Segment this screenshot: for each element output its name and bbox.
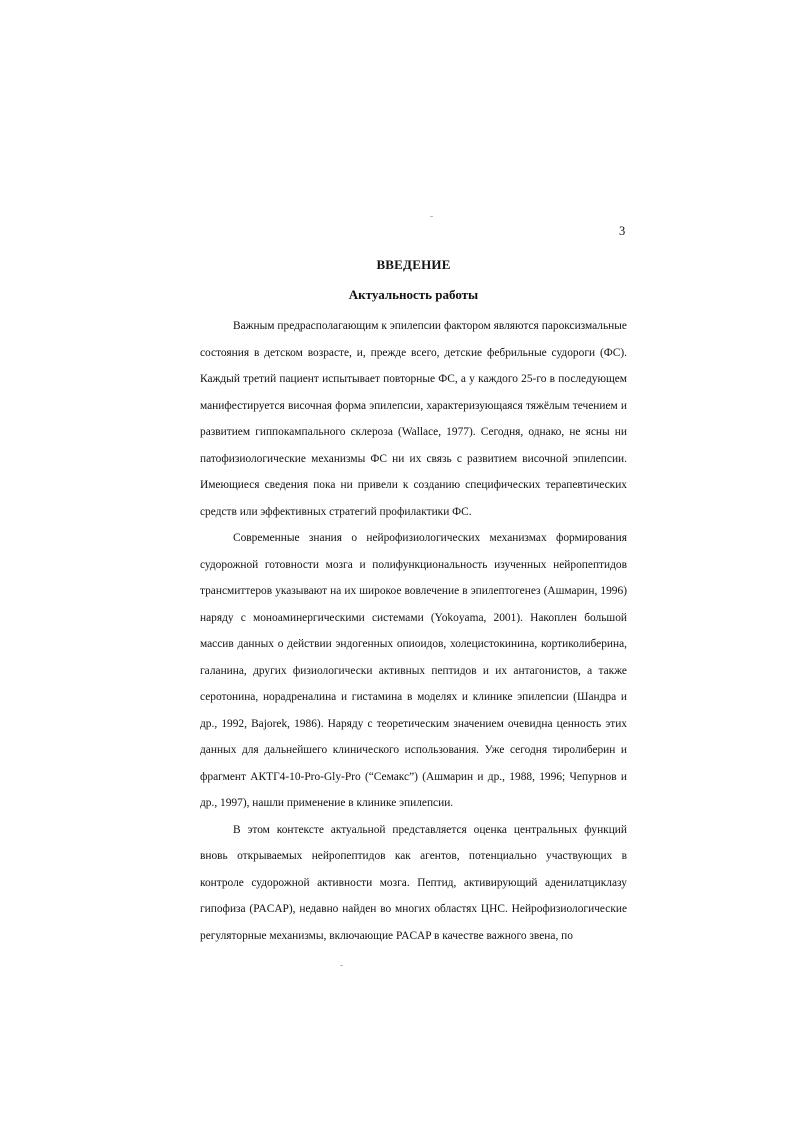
scan-speck <box>340 965 343 966</box>
section-heading: ВВЕДЕНИЕ <box>376 257 451 272</box>
body-text <box>200 313 627 949</box>
page-number: 3 <box>619 224 626 238</box>
paragraph-1: Важным предрасполагающим к эпилепсии фактором являются пароксизмальные состояния в детском возрасте, и, прежде всего, детские фебрильные судороги (ФС). Каждый третий пациент испытывает повторные ФС, а у каждого 25-го в последующем манифестируется височная форма эпилепсии, характеризующаяся тяжёлым течением и развитием гиппокампального склероза (Wallace, 1977). Сегодня, однако, не ясны ни патофизиологические механизмы ФС ни их связь с развитием височной эпилепсии. Имеющиеся сведения пока ни привели к созданию специфических терапевтических средств или эффективных стратегий профилактики ФС. <box>200 320 627 518</box>
scan-speck <box>430 216 433 217</box>
section-subheading: Актуальность работы <box>348 287 479 302</box>
paragraph-3: В этом контексте актуальной представляется оценка центральных функций вновь открываемых нейропептидов как агентов, потенциально участвующих в контроле судорожной активности мозга. Пептид, активирующий аденилатциклазу гипофиза (PACAP), недавно найден во многих областях ЦНС. Нейрофизиологические регуляторные механизмы, включающие PACAP в качестве важного звена, по <box>200 823 627 942</box>
paragraph-2: Современные знания о нейрофизиологических механизмах формирования судорожной готовности мозга и полифункциональность изученных нейропептидов трансмиттеров указывают на их широкое вовлечение в эпилептогенез (Ашмарин, 1996) наряду с моноаминергическими системами (Yokoyama, 2001). Накоплен большой массив данных о действии эндогенных опиоидов, холецистокинина, кортиколиберина, галанина, других физиологически активных пептидов и их антагонистов, а также серотонина, норадреналина и гистамина в моделях и клинике эпилепсии (Шандра и др., 1992, Bajorek, 1986). Наряду с теоретическим значением очевидна ценность этих данных для дальнейшего клинического использования. Уже сегодня тиролиберин и фрагмент АКТГ4-10-Pro-Gly-Pro (“Семакс”) (Ашмарин и др., 1988, 1996; Чепурнов и др., 1997), нашли применение в клинике эпилепсии. <box>200 532 627 809</box>
